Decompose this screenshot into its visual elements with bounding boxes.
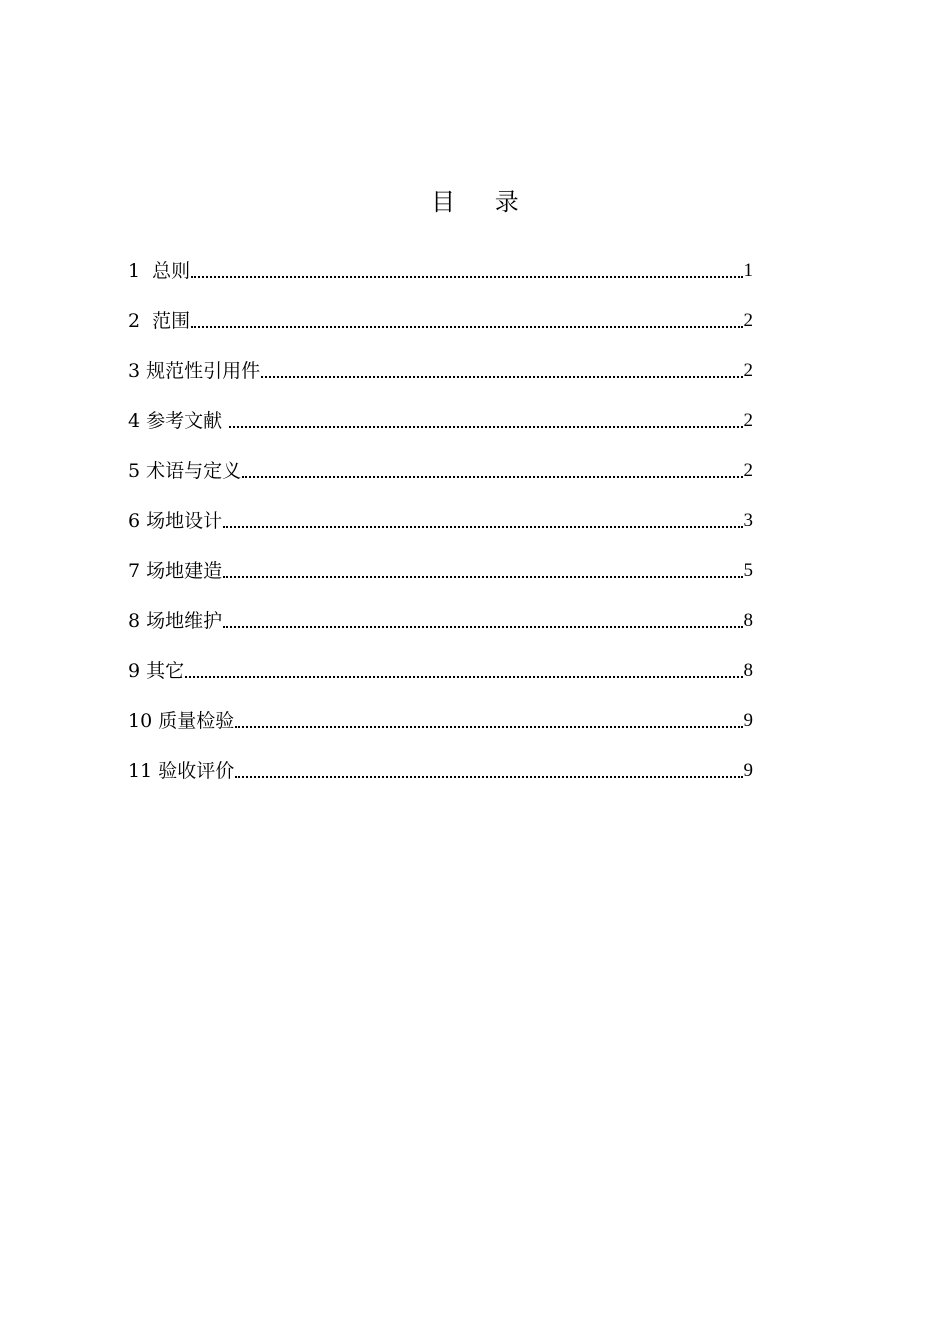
toc-entry-label: 2 范围	[128, 310, 191, 332]
toc-entry[interactable]	[128, 340, 753, 390]
toc-dot-leader	[223, 526, 742, 528]
toc-entry-label: 8 场地维护	[128, 610, 223, 632]
toc-entry[interactable]	[128, 390, 753, 440]
toc-entry[interactable]	[128, 590, 753, 640]
toc-entry-label: 11 验收评价	[128, 760, 235, 782]
toc-entry-label: 3 规范性引用件	[128, 360, 261, 382]
toc-entry-label: 1 总则	[128, 260, 191, 282]
toc-entry-page: 9	[743, 760, 753, 781]
toc-entry[interactable]	[128, 440, 753, 490]
toc-dot-leader	[191, 326, 742, 328]
toc-entry[interactable]	[128, 540, 753, 590]
toc-dot-leader	[242, 476, 742, 478]
toc-entry[interactable]	[128, 640, 753, 690]
toc-dot-leader	[235, 776, 742, 778]
toc-entry[interactable]	[128, 240, 753, 290]
toc-entry-page: 8	[743, 660, 753, 681]
toc-entry[interactable]	[128, 740, 753, 790]
toc-title: 目 录	[431, 188, 535, 216]
toc-entry-label: 4 参考文献	[128, 410, 229, 432]
toc-entry-page: 1	[743, 260, 753, 281]
toc-entry[interactable]	[128, 490, 753, 540]
toc-entry-label: 6 场地设计	[128, 510, 223, 532]
toc-dot-leader	[235, 726, 742, 728]
toc-dot-leader	[223, 626, 742, 628]
toc-entry-label: 5 术语与定义	[128, 460, 242, 482]
toc-dot-leader	[261, 376, 742, 378]
toc-entry-page: 2	[743, 460, 753, 481]
toc-dot-leader	[191, 276, 742, 278]
toc-entry[interactable]	[128, 690, 753, 740]
toc-entry-label: 9 其它	[128, 660, 185, 682]
toc-dot-leader	[185, 676, 742, 678]
toc-entry-page: 2	[743, 410, 753, 431]
toc-dot-leader	[223, 576, 742, 578]
toc-entry-page: 8	[743, 610, 753, 631]
toc-entry[interactable]	[128, 290, 753, 340]
toc-entry-page: 2	[743, 360, 753, 381]
toc-entry-page: 3	[743, 510, 753, 531]
toc-list	[128, 240, 753, 790]
toc-entry-label: 10 质量检验	[128, 710, 235, 732]
toc-dot-leader	[229, 426, 742, 428]
toc-entry-page: 9	[743, 710, 753, 731]
toc-entry-page: 5	[743, 560, 753, 581]
toc-entry-page: 2	[743, 310, 753, 331]
toc-entry-label: 7 场地建造	[128, 560, 223, 582]
